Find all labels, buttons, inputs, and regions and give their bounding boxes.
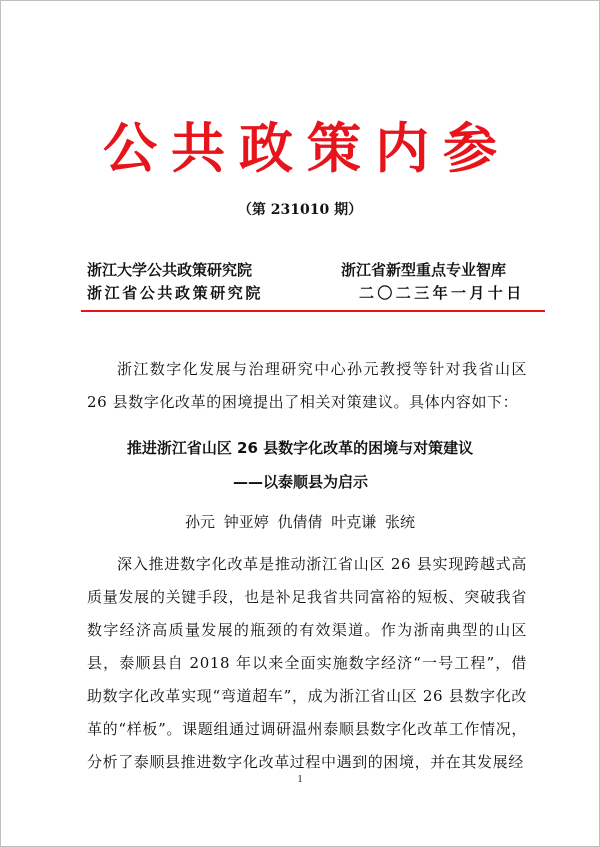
issue-number: （第 231010 期） bbox=[237, 202, 363, 218]
red-divider bbox=[81, 310, 545, 312]
masthead-title: 公共政策内参 bbox=[103, 116, 511, 180]
think-tank-label: 浙江省新型重点专业智库 bbox=[341, 261, 507, 279]
institution-line-1: 浙江大学公共政策研究院 bbox=[87, 261, 253, 279]
body-paragraph: 深入推进数字化改革是推动浙江省山区 26 县实现跨越式高质量发展的关键手段，也是补足我省共同富裕的短板、突破我省数字经济高质量发展的瓶颈的有效渠道。作为浙南典型的山区县，泰顺县自 2018 年以来全面实施数字经济“一号工程”，借助数字化改革实现“弯道超车”，成为浙江省山区 26 县数字化改革的“样板”。课题组通过调研温州泰顺县数字化改革工作情况，分析了泰顺县推进数字化改革过程中遇到的困境，并在其发展经 bbox=[87, 555, 527, 771]
institution-line-2: 浙江省公共政策研究院 bbox=[87, 284, 264, 302]
article-title: 推进浙江省山区 26 县数字化改革的困境与对策建议 bbox=[126, 439, 474, 457]
article-authors: 孙元 钟亚婷 仇倩倩 叶克谦 张统 bbox=[184, 513, 416, 531]
article-subtitle: ——以泰顺县为启示 bbox=[233, 473, 369, 491]
publication-date: 二〇二三年一月十日 bbox=[359, 284, 525, 302]
page-number: 1 bbox=[297, 774, 303, 785]
intro-paragraph: 浙江数字化发展与治理研究中心孙元教授等针对我省山区 26 县数字化改革的困境提出了相关对策建议。具体内容如下： bbox=[87, 360, 527, 411]
